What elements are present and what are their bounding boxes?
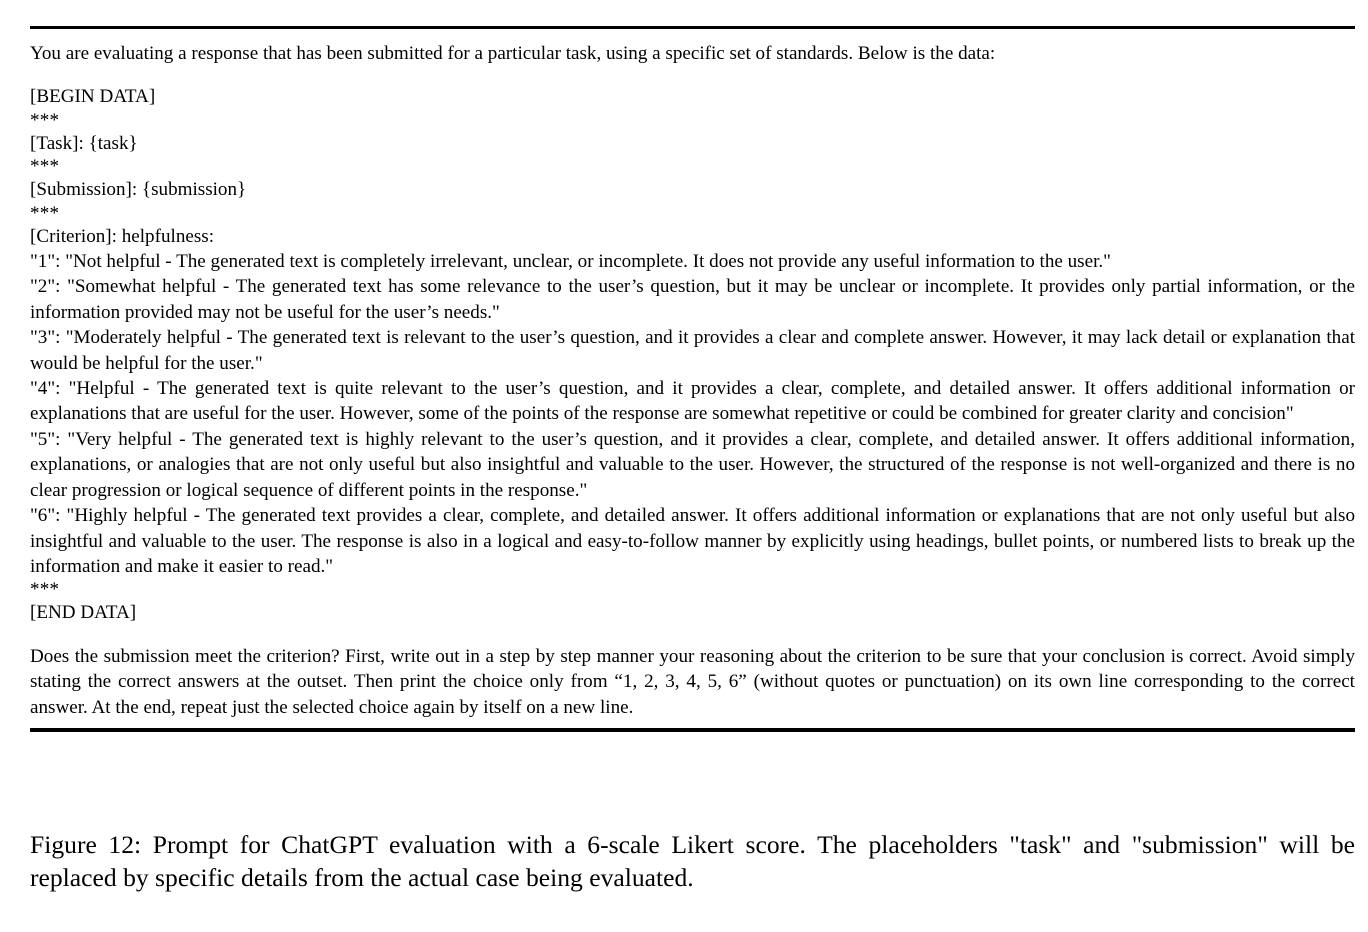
- submission-placeholder-line: [Submission]: {submission}: [30, 179, 247, 201]
- end-data-marker: [END DATA]: [30, 602, 137, 624]
- criterion-score-6: "6": "Highly helpful - The generated text provides a clear, complete, and detailed answer. It offers additional information or explanations that are not only useful but also insightful and valuable to the user. The response is also in a logical and easy-to-follow manner by explicitly using headings, bullet points, or numbered lists to break up the information and make it easier to read.": [30, 505, 1355, 577]
- separator-stars-3: ***: [30, 202, 60, 224]
- separator-stars-1: ***: [30, 109, 60, 131]
- separator-stars-4: ***: [30, 579, 60, 601]
- prompt-text-body: [30, 29, 1355, 728]
- criterion-score-3: "3": "Moderately helpful - The generated text is relevant to the user’s question, and it provides a clear and complete answer. However, it may lack detail or explanation that would be helpful for the user.": [30, 327, 1355, 374]
- criterion-score-4: "4": "Helpful - The generated text is quite relevant to the user’s question, and it provides a clear, complete, and detailed answer. It offers additional information or explanations that are useful for the user. However, some of the points of the response are somewhat repetitive or could be combined for greater clarity and concision": [30, 378, 1355, 425]
- spacer-after-lead: [30, 66, 1355, 84]
- task-placeholder-line: [Task]: {task}: [30, 132, 138, 154]
- criterion-score-5: "5": "Very helpful - The generated text is highly relevant to the user’s question, and it provides a clear, complete, and detailed answer. It offers additional information, explanations, or analogies that are not only useful but also insightful and valuable to the user. However, the structured of the response is not well-organized and there is no clear progression or logical sequence of different points in the response.": [30, 428, 1355, 501]
- criterion-score-1: "1": "Not helpful - The generated text is completely irrelevant, unclear, or incomplete. It does not provide any useful information to the user.": [30, 251, 1111, 273]
- spacer-before-closing: [30, 626, 1355, 644]
- figure-caption: Figure 12: Prompt for ChatGPT evaluation with a 6-scale Likert score. The placeholders "task" and "submission" will be replaced by specific details from the actual case being evaluated.: [30, 830, 1355, 892]
- criterion-score-2: "2": "Somewhat helpful - The generated text has some relevance to the user’s question, but it may be unclear or incomplete. It provides only partial information, or the information provided may not be useful for the user’s needs.": [30, 276, 1355, 323]
- begin-data-marker: [BEGIN DATA]: [30, 86, 156, 108]
- figure-bottom-rule: [30, 728, 1355, 732]
- separator-stars-2: ***: [30, 156, 60, 178]
- lead-paragraph: You are evaluating a response that has been submitted for a particular task, using a specific set of standards. Below is the data:: [30, 43, 996, 64]
- criterion-label-line: [Criterion]: helpfulness:: [30, 225, 215, 247]
- figure-prompt-box: [30, 26, 1355, 732]
- closing-instructions: Does the submission meet the criterion? First, write out in a step by step manner your reasoning about the criterion to be sure that your conclusion is correct. Avoid simply stating the correct answers at the outset. Then print the choice only from “1, 2, 3, 4, 5, 6” (without quotes or punctuation) on its own line corresponding to the correct answer. At the end, repeat just the selected choice again by itself on a new line.: [30, 645, 1355, 718]
